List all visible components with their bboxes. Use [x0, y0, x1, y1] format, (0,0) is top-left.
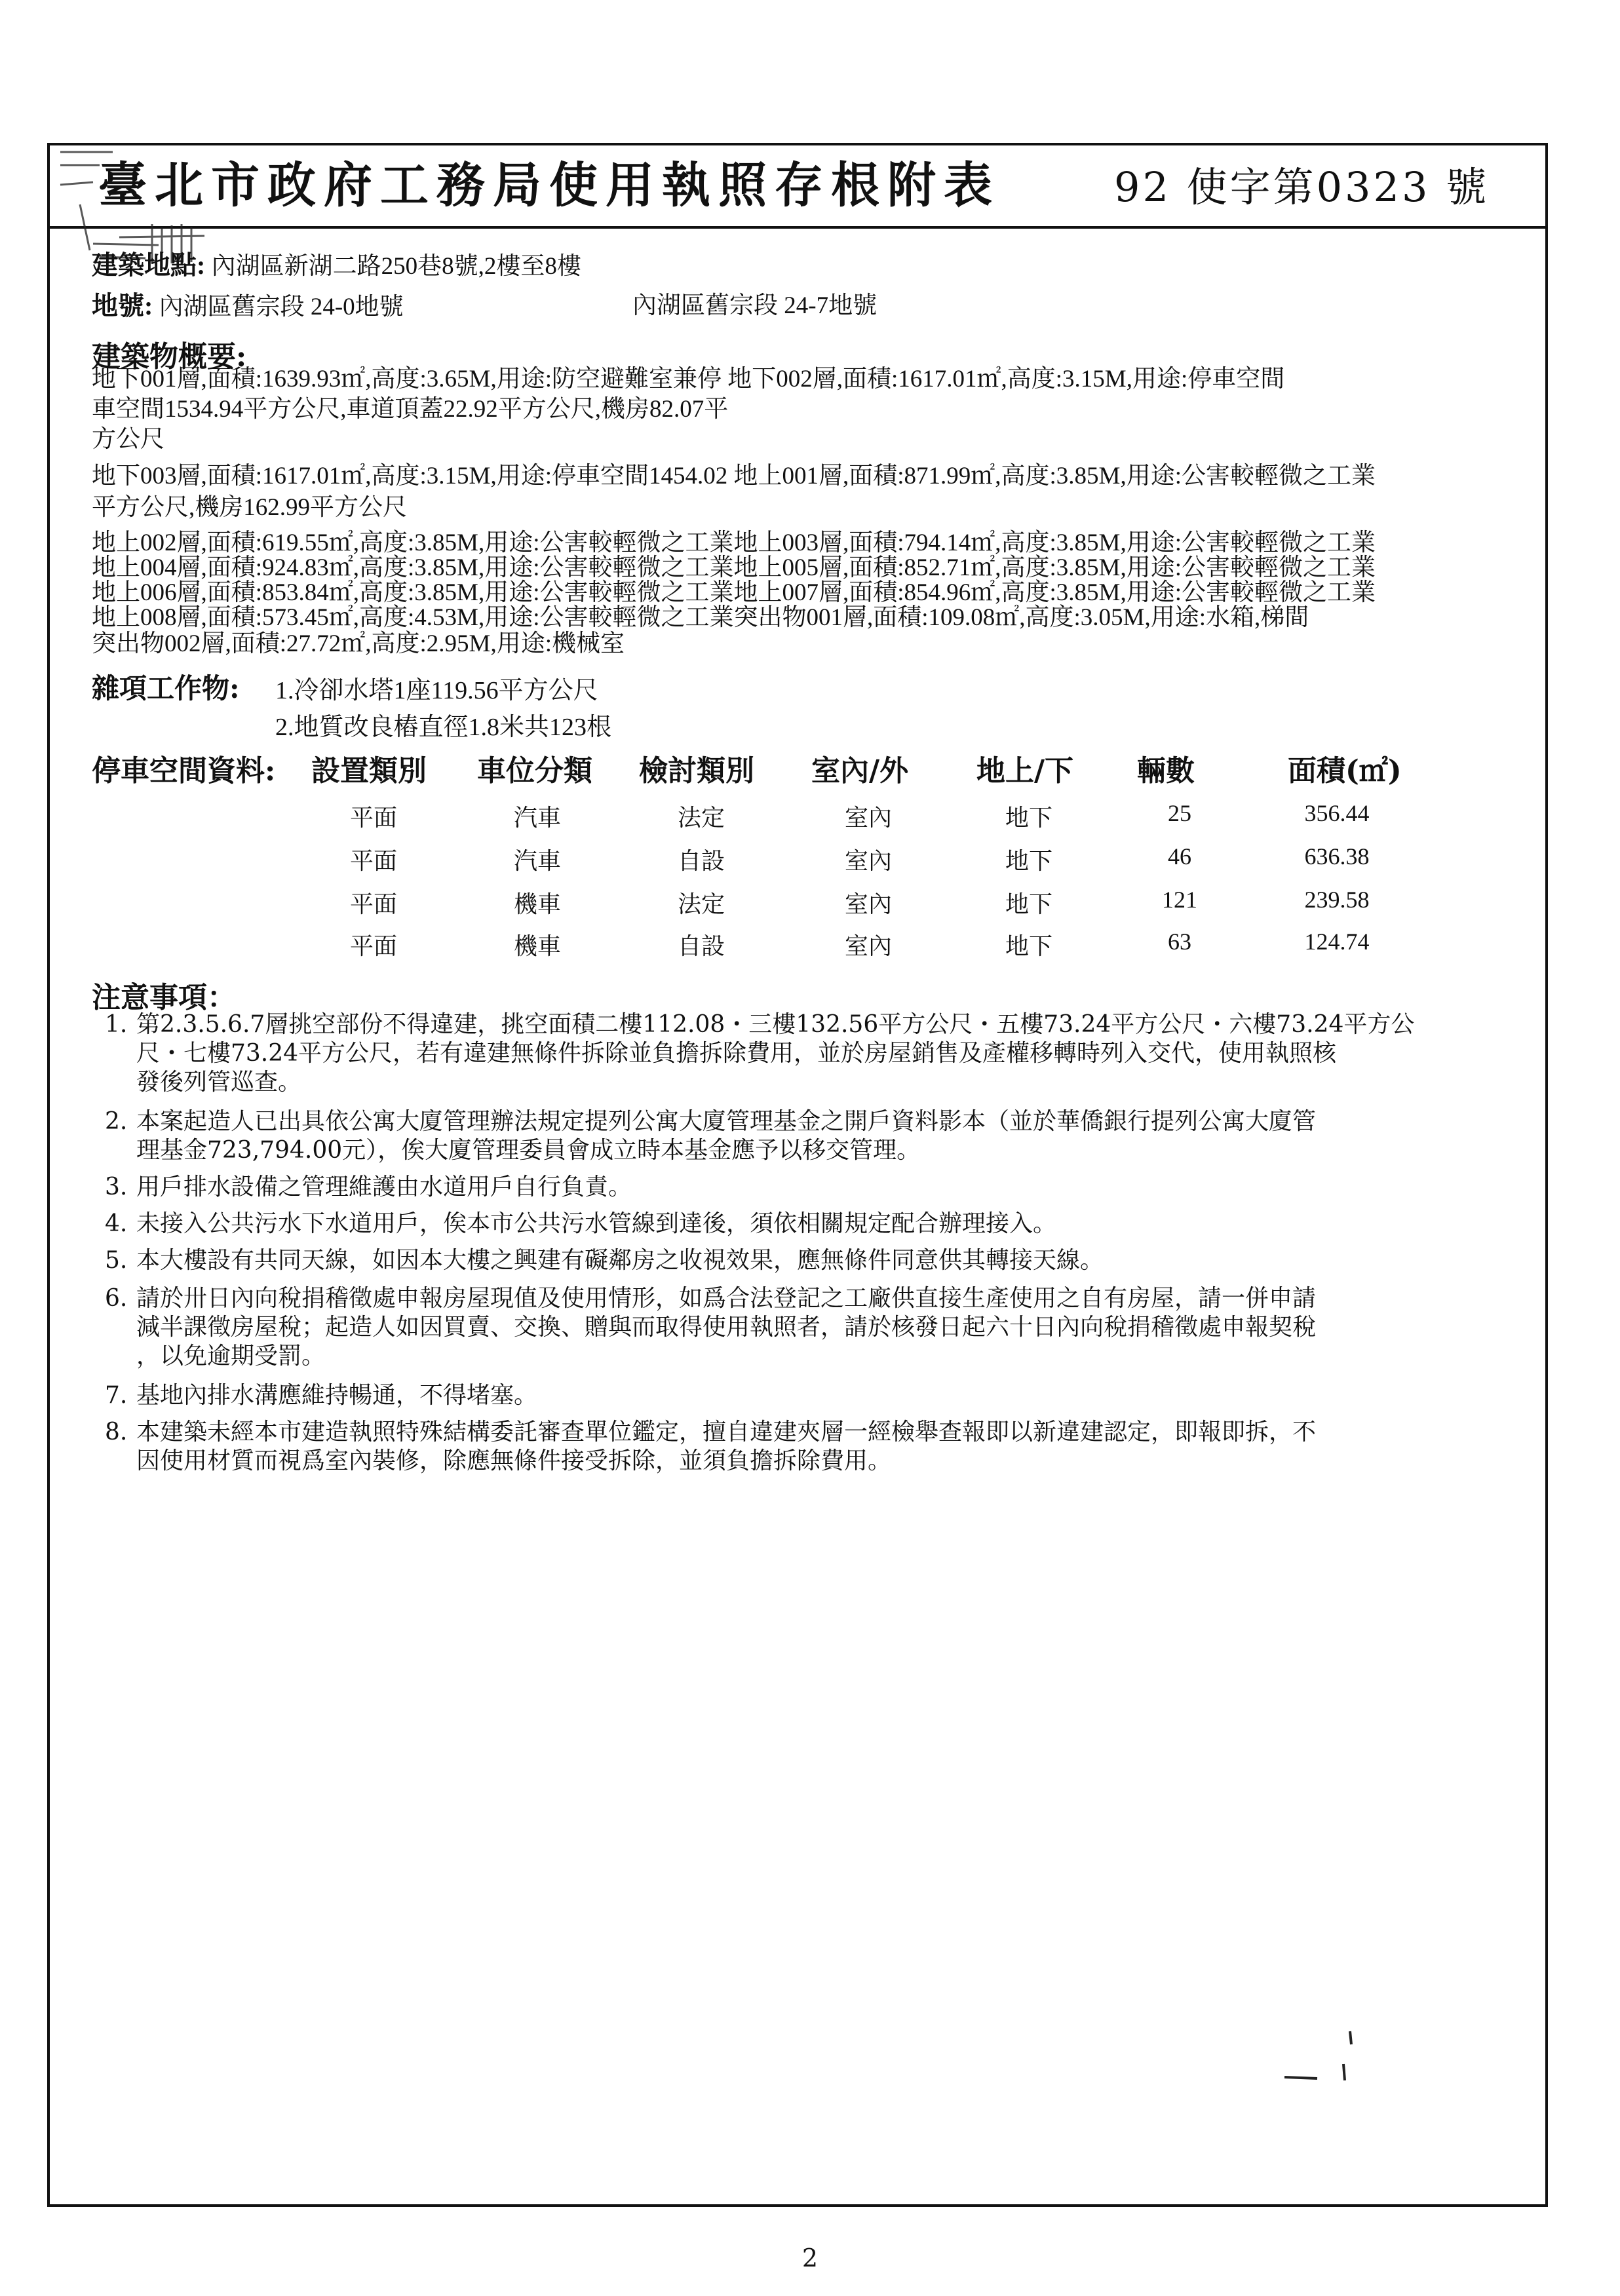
- parking-cell: 自設: [677, 933, 725, 959]
- overview-line: 地下001層,面積:1639.93㎡,高度:3.65M,用途:防空避難室兼停 地下002層,面積:1617.01㎡,高度:3.15M,用途:停車空間: [92, 366, 1285, 392]
- parking-cell: 地下: [1005, 933, 1052, 959]
- misc-works-label: 雜項工作物:: [92, 672, 240, 704]
- parking-header: 地上/下: [976, 754, 1074, 788]
- note-line: 發後列管巡查。: [136, 1069, 302, 1096]
- note-item: [105, 1246, 1507, 1276]
- misc-works-item: 1.冷卻水塔1座119.56平方公尺: [275, 677, 598, 704]
- notes-label: 注意事項：: [92, 981, 236, 1014]
- overview-line: 突出物002層,面積:27.72㎡,高度:2.95M,用途:機械室: [92, 630, 625, 657]
- parking-cell: 356.44: [1304, 800, 1370, 826]
- parking-cell: 法定: [677, 891, 725, 917]
- overview-line: 地上002層,面積:619.55㎡,高度:3.85M,用途:公害較輕微之工業地上003層,面積:794.14㎡,高度:3.85M,用途:公害較輕微之工業: [92, 529, 1376, 556]
- note-line: 理基金723,794.00元），俟大廈管理委員會成立時本基金應予以移交管理。: [136, 1137, 921, 1164]
- note-number: 6.: [105, 1285, 128, 1312]
- parking-cell: 室內: [844, 848, 892, 874]
- parking-header: 設置類別: [311, 754, 427, 788]
- parking-cell: 636.38: [1304, 843, 1370, 870]
- note-item: [105, 1173, 1507, 1203]
- parking-label: 停車空間資料:: [92, 754, 276, 788]
- note-item: [105, 1210, 1507, 1240]
- note-item: [105, 1010, 1507, 1102]
- parking-header: 車位分類: [477, 754, 592, 788]
- note-number: 8.: [105, 1419, 128, 1445]
- note-line: 第2.3.5.6.7層挑空部份不得違建，挑空面積二樓112.08・三樓132.56平方公尺・五樓73.24平方公尺・六樓73.24平方公: [136, 1011, 1415, 1038]
- parking-header: 室內/外: [811, 754, 909, 788]
- parking-cell: 機車: [513, 933, 561, 959]
- overview-line: 方公尺: [92, 426, 164, 453]
- misc-works-item: 2.地質改良樁直徑1.8米共123根: [275, 714, 612, 741]
- lot-value-2: 內湖區舊宗段 24-7地號: [632, 292, 878, 319]
- parking-cell: 平面: [349, 891, 397, 917]
- parking-cell: 地下: [1005, 805, 1052, 831]
- parking-cell: 124.74: [1304, 928, 1370, 955]
- overview-label: 建築物概要:: [92, 340, 247, 373]
- note-item: [105, 1418, 1507, 1478]
- parking-cell: 地下: [1005, 848, 1052, 874]
- parking-header: 面積(㎡): [1288, 754, 1402, 788]
- header-divider: [47, 226, 1548, 229]
- note-number: 2.: [105, 1108, 128, 1135]
- note-line: 基地內排水溝應維持暢通，不得堵塞。: [136, 1382, 538, 1409]
- parking-cell: 25: [1168, 800, 1191, 826]
- note-line: 本建築未經本市建造執照特殊結構委託審查單位鑑定，擅自違建夾層一經檢舉查報即以新違建認定，即報即拆，不: [136, 1419, 1317, 1445]
- note-number: 5.: [105, 1247, 128, 1274]
- address-row: [92, 252, 581, 280]
- parking-cell: 平面: [349, 933, 397, 959]
- parking-cell: 室內: [844, 891, 892, 917]
- note-item: [105, 1381, 1507, 1411]
- overview-line: 地下003層,面積:1617.01㎡,高度:3.15M,用途:停車空間1454.02 地上001層,面積:871.99㎡,高度:3.85M,用途:公害較輕微之工業: [92, 463, 1376, 489]
- note-line: ，以免逾期受罰。: [136, 1343, 326, 1369]
- parking-header: 檢討類別: [639, 754, 754, 788]
- note-line: 用戶排水設備之管理維護由水道用戶自行負責。: [136, 1174, 632, 1200]
- overview-line: 車空間1534.94平方公尺,車道頂蓋22.92平方公尺,機房82.07平: [92, 396, 729, 423]
- parking-cell: 地下: [1005, 891, 1052, 917]
- page-number: 2: [801, 2244, 819, 2272]
- note-number: 7.: [105, 1382, 128, 1409]
- overview-line: 地上004層,面積:924.83㎡,高度:3.85M,用途:公害較輕微之工業地上005層,面積:852.71㎡,高度:3.85M,用途:公害較輕微之工業: [92, 554, 1376, 581]
- lot-label: 地號:: [92, 291, 153, 320]
- parking-cell: 汽車: [513, 848, 561, 874]
- overview-line: 地上008層,面積:573.45㎡,高度:4.53M,用途:公害較輕微之工業突出物001層,面積:109.08㎡,高度:3.05M,用途:水箱,梯間: [92, 604, 1309, 631]
- note-line: 尺・七樓73.24平方公尺，若有違建無條件拆除並負擔拆除費用，並於房屋銷售及產權移轉時列入交代，使用執照核: [136, 1040, 1337, 1067]
- note-line: 本大樓設有共同天線，如因本大樓之興建有礙鄰房之收視效果，應無條件同意供其轉接天線。: [136, 1247, 1104, 1274]
- parking-header: 輛數: [1137, 754, 1195, 788]
- document-title: 臺北市政府工務局使用執照存根附表: [98, 157, 1000, 214]
- parking-cell: 汽車: [513, 805, 561, 831]
- overview-line: 地上006層,面積:853.84㎡,高度:3.85M,用途:公害較輕微之工業地上007層,面積:854.96㎡,高度:3.85M,用途:公害較輕微之工業: [92, 579, 1376, 606]
- parking-cell: 室內: [844, 933, 892, 959]
- note-item: [105, 1107, 1507, 1168]
- parking-cell: 室內: [844, 805, 892, 831]
- permit-number: 92 使字第0323 號: [1114, 163, 1490, 211]
- parking-cell: 機車: [513, 891, 561, 917]
- note-item: [105, 1284, 1507, 1376]
- overview-line: 平方公尺,機房162.99平方公尺: [92, 494, 407, 521]
- note-number: 1.: [105, 1011, 128, 1038]
- note-line: 未接入公共污水下水道用戶，俟本市公共污水管線到達後，須依相關規定配合辦理接入。: [136, 1210, 1057, 1237]
- pen-mark: [1278, 2018, 1383, 2097]
- parking-cell: 平面: [349, 805, 397, 831]
- address-value: 內湖區新湖二路250巷8號,2樓至8樓: [211, 253, 581, 280]
- note-number: 4.: [105, 1210, 128, 1237]
- parking-cell: 自設: [677, 848, 725, 874]
- lot-value-1: 內湖區舊宗段 24-0地號: [159, 294, 404, 320]
- parking-cell: 46: [1168, 843, 1191, 870]
- address-label: 建築地點:: [92, 250, 206, 280]
- note-line: 減半課徵房屋稅；起造人如因買賣、交換、贈與而取得使用執照者，請於核發日起六十日內向稅捐稽徵處申報契稅: [136, 1314, 1317, 1341]
- parking-cell: 法定: [677, 805, 725, 831]
- parking-cell: 239.58: [1304, 887, 1370, 913]
- parking-cell: 63: [1168, 928, 1191, 955]
- note-line: 本案起造人已出具依公寓大廈管理辦法規定提列公寓大廈管理基金之開戶資料影本（並於華僑銀行提列公寓大廈管: [136, 1108, 1317, 1135]
- parking-cell: 121: [1162, 887, 1197, 913]
- note-line: 請於卅日內向稅捐稽徵處申報房屋現值及使用情形，如爲合法登記之工廠供直接生產使用之自有房屋，請一併申請: [136, 1285, 1317, 1312]
- lot-row: [92, 292, 404, 321]
- note-number: 3.: [105, 1174, 128, 1200]
- note-line: 因使用材質而視爲室內裝修，除應無條件接受拆除，並須負擔拆除費用。: [136, 1447, 892, 1474]
- parking-cell: 平面: [349, 848, 397, 874]
